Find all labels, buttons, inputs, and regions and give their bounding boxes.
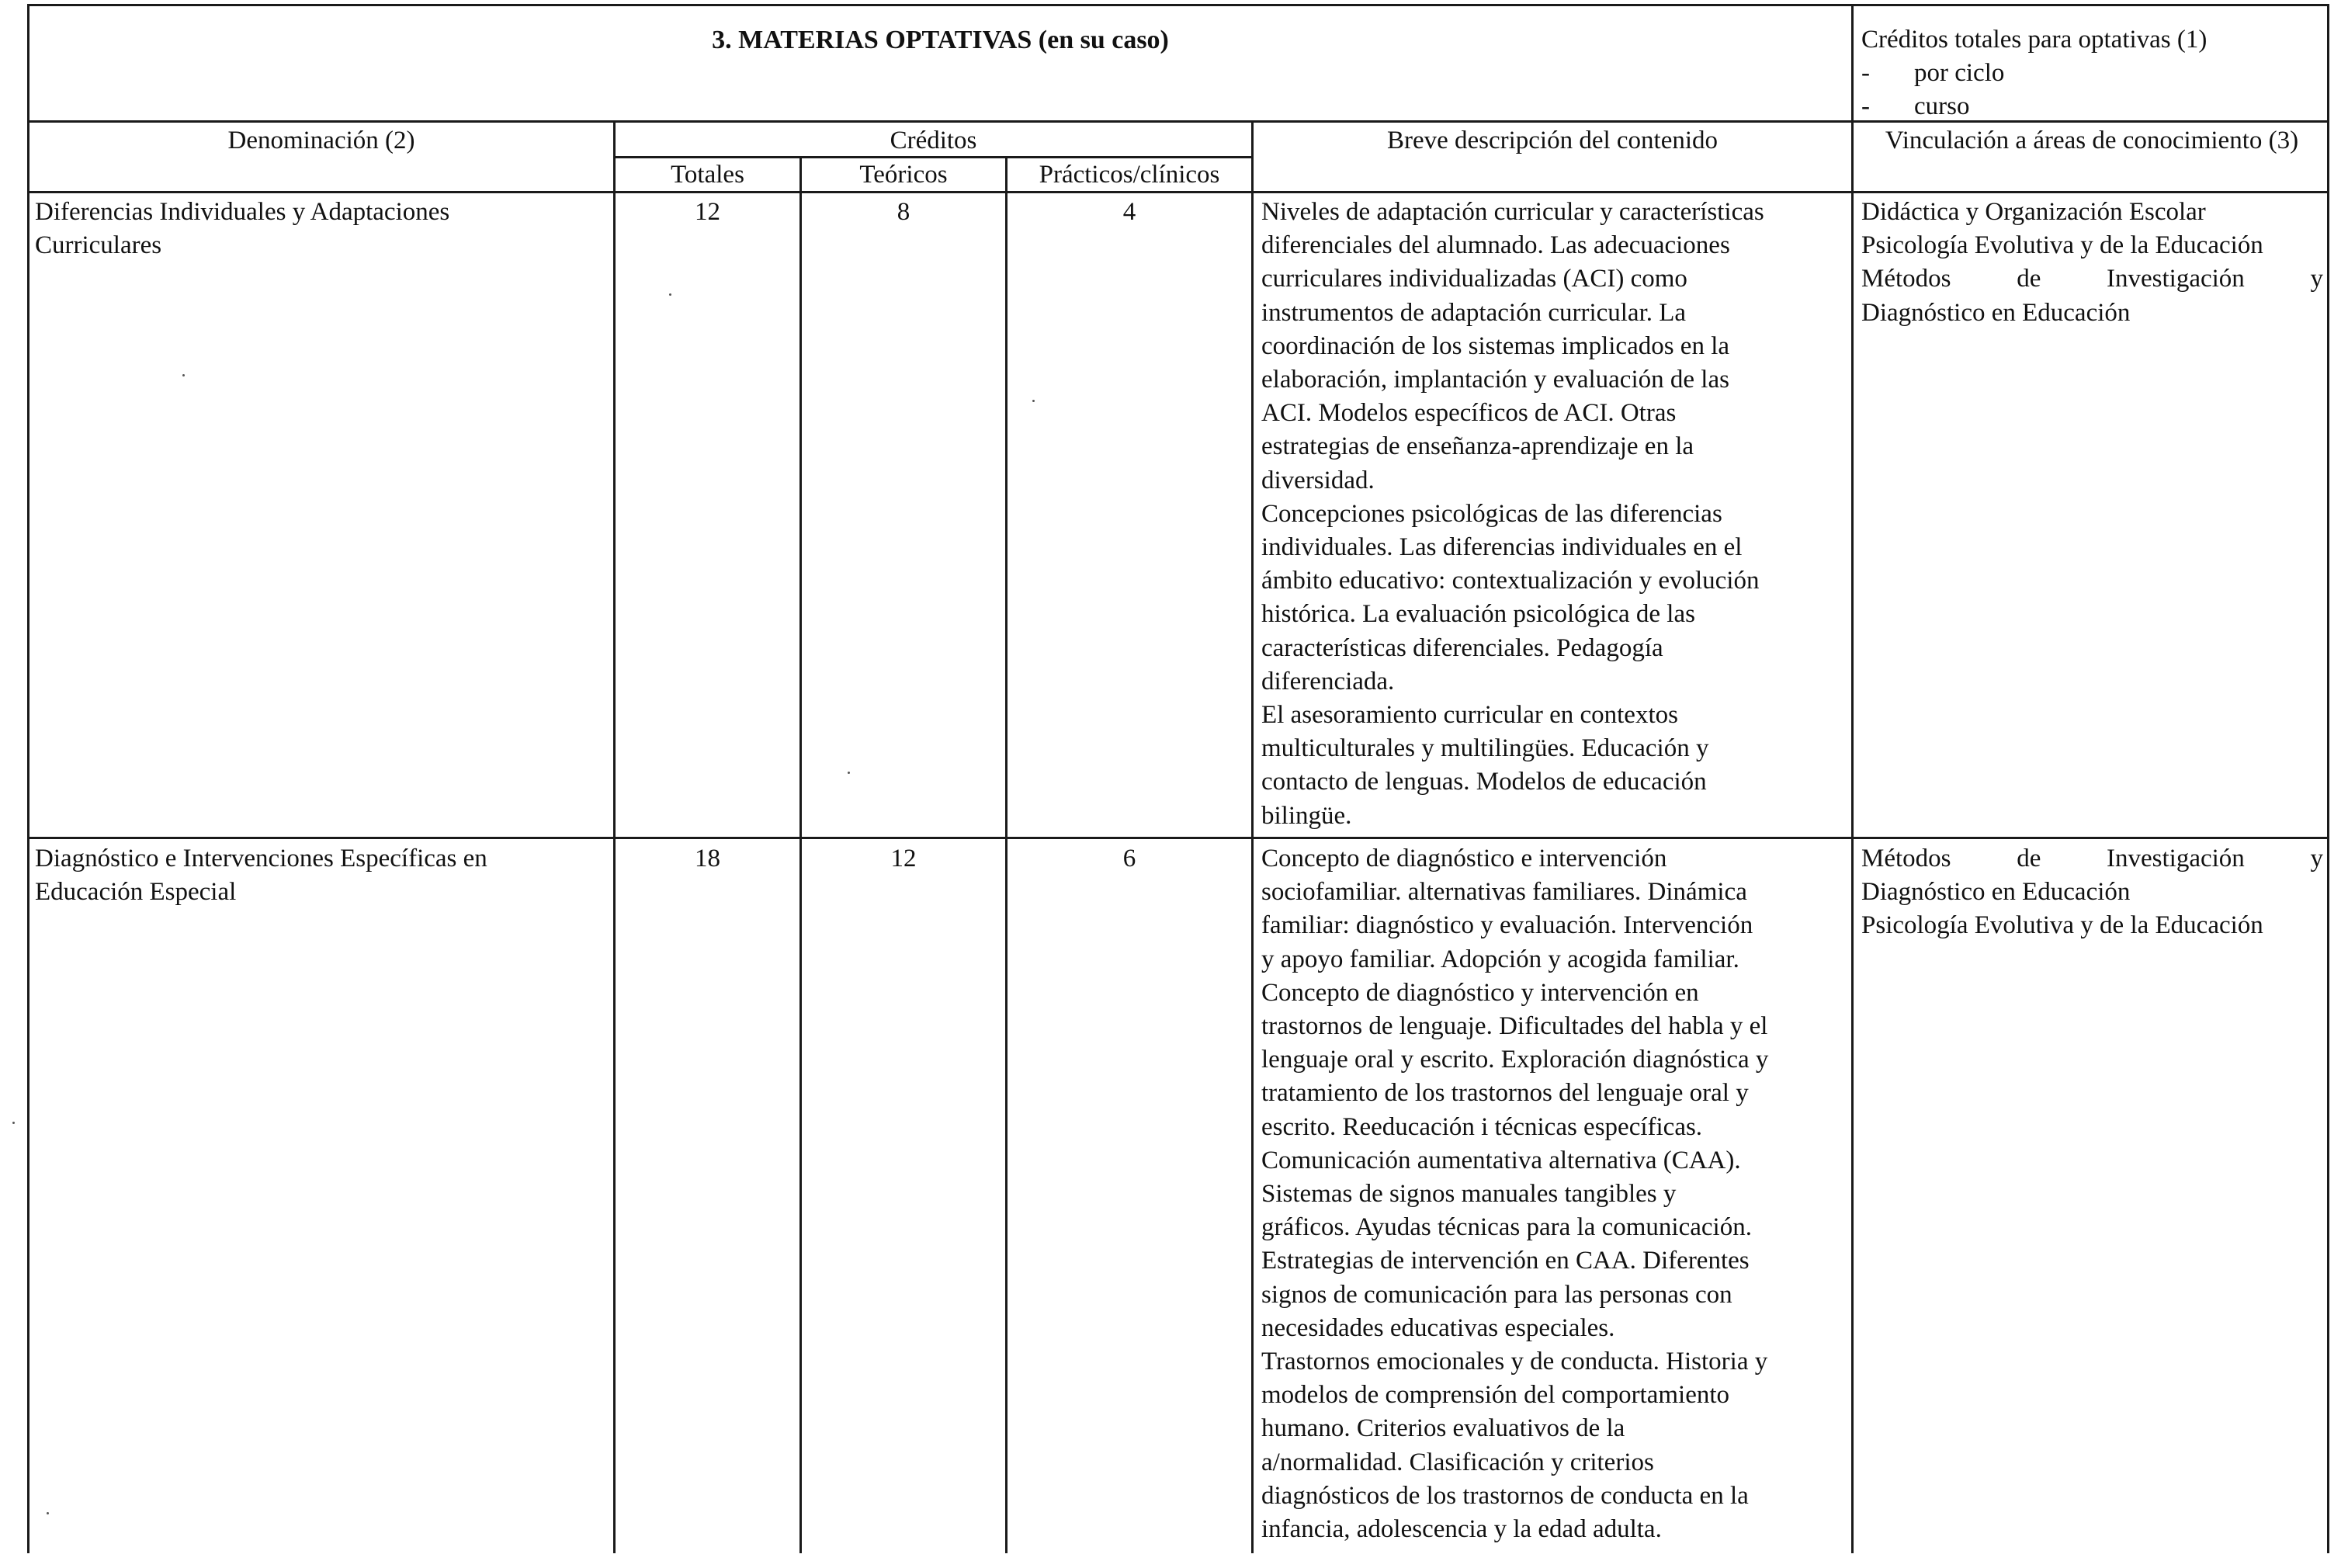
header-bottom-rule	[27, 120, 2329, 123]
credits-item-label: curso	[1914, 92, 1970, 120]
description-line: diagnósticos de los trastornos de conducta en la	[1261, 1481, 1749, 1510]
table-row-2-practicos: 6	[1122, 845, 1136, 872]
table-row-2-descripcion	[1261, 842, 1768, 1546]
border-left	[27, 4, 29, 1553]
area-line: Psicología Evolutiva y de la Educación	[1861, 231, 2263, 260]
description-line: gráficos. Ayudas técnicas para la comunicación.	[1261, 1213, 1752, 1242]
table-row-1-descripcion	[1261, 196, 1764, 833]
description-line: Concepto de diagnóstico e intervención	[1261, 845, 1667, 872]
description-line: Sistemas de signos manuales tangibles y	[1261, 1180, 1677, 1209]
table-row-1-denominacion: Diferencias Individuales y Adaptaciones Curriculares	[35, 198, 450, 260]
description-line: multiculturales y multilingües. Educación y	[1261, 734, 1709, 763]
description-line: curriculares individualizadas (ACI) como	[1261, 265, 1687, 293]
description-line: histórica. La evaluación psicológica de las	[1261, 600, 1695, 629]
table-row-2-teoricos: 12	[890, 845, 917, 872]
scan-speck	[848, 772, 850, 774]
description-line: Concepciones psicológicas de las diferencias	[1261, 499, 1722, 528]
credits-item-curso: - curso	[1861, 92, 1970, 120]
description-line: diferenciada.	[1261, 667, 1395, 696]
credits-item-label: por ciclo	[1914, 59, 2005, 87]
description-line: y apoyo familiar. Adopción y acogida familiar.	[1261, 945, 1739, 973]
divider-descripcion	[1851, 4, 1854, 1553]
border-top	[27, 4, 2329, 6]
description-line: necesidades educativas especiales.	[1261, 1313, 1615, 1342]
table-row-1-areas	[1861, 196, 2323, 330]
description-line: Niveles de adaptación curricular y características	[1261, 198, 1764, 226]
col-header-teoricos: Teóricos	[859, 161, 948, 189]
description-line: Comunicación aumentativa alternativa (CAA).	[1261, 1146, 1741, 1174]
table-row-2-denominacion: Diagnóstico e Intervenciones Específicas en Educación Especial	[35, 845, 487, 907]
col-header-creditos: Créditos	[890, 127, 977, 154]
description-line: ámbito educativo: contextualización y evolución	[1261, 567, 1760, 595]
description-line: tratamiento de los trastornos del lenguaje oral y	[1261, 1079, 1749, 1108]
area-line: Diagnóstico en Educación	[1861, 298, 2131, 327]
area-line: Psicología Evolutiva y de la Educación	[1861, 911, 2263, 940]
col-header-denominacion: Denominación (2)	[227, 127, 415, 154]
description-line: ACI. Modelos específicos de ACI. Otras	[1261, 399, 1677, 428]
description-line: estrategias de enseñanza-aprendizaje en la	[1261, 432, 1694, 461]
description-line: lenguaje oral y escrito. Exploración diagnóstica y	[1261, 1046, 1769, 1074]
scan-speck	[182, 374, 185, 376]
description-line: individuales. Las diferencias individuales en el	[1261, 533, 1743, 562]
area-line: Diagnóstico en Educación	[1861, 878, 2131, 907]
description-line: elaboración, implantación y evaluación de las	[1261, 366, 1729, 394]
scan-speck	[12, 1122, 15, 1124]
description-line: humano. Criterios evaluativos de la	[1261, 1414, 1625, 1443]
table-row-1-practicos: 4	[1122, 198, 1136, 226]
description-line: Estrategias de intervención en CAA. Diferentes	[1261, 1247, 1750, 1275]
credits-total-label: Créditos totales para optativas (1)	[1861, 26, 2208, 54]
description-line: diversidad.	[1261, 466, 1375, 494]
col-header-vinculacion: Vinculación a áreas de conocimiento (3)	[1885, 127, 2299, 154]
area-line: Métodos de Investigación y	[1861, 265, 2323, 293]
description-line: coordinación de los sistemas implicados en la	[1261, 331, 1730, 360]
description-line: bilingüe.	[1261, 801, 1352, 830]
table-row-2-areas	[1861, 842, 2323, 943]
description-line: trastornos de lenguaje. Dificultades del habla y el	[1261, 1012, 1768, 1041]
description-line: familiar: diagnóstico y evaluación. Intervención	[1261, 911, 1753, 940]
description-line: características diferenciales. Pedagogía	[1261, 633, 1663, 662]
border-right	[2327, 4, 2329, 1553]
table-row-2-totales: 18	[695, 845, 720, 872]
description-line: modelos de comprensión del comportamiento	[1261, 1381, 1730, 1410]
description-line: a/normalidad. Clasificación y criterios	[1261, 1448, 1654, 1476]
description-line: Trastornos emocionales y de conducta. Historia y	[1261, 1348, 1768, 1376]
scan-speck	[1032, 400, 1035, 402]
area-line: Didáctica y Organización Escolar	[1861, 198, 2206, 226]
col-header-totales: Totales	[671, 161, 744, 189]
description-line: sociofamiliar. alternativas familiares. Dinámica	[1261, 878, 1747, 907]
description-line: Concepto de diagnóstico y intervención en	[1261, 978, 1699, 1007]
col-header-practicos: Prácticos/clínicos	[1039, 161, 1220, 189]
description-line: escrito. Reeducación i técnicas específicas.	[1261, 1112, 1703, 1141]
scan-speck	[669, 293, 671, 296]
area-line: Métodos de Investigación y	[1861, 845, 2323, 872]
table-row-1-teoricos: 8	[897, 198, 910, 226]
description-line: signos de comunicación para las personas con	[1261, 1280, 1732, 1309]
table-row-1-totales: 12	[695, 198, 720, 226]
description-line: El asesoramiento curricular en contextos	[1261, 701, 1678, 730]
credits-item-por-ciclo: - por ciclo	[1861, 59, 2005, 87]
description-line: contacto de lenguas. Modelos de educación	[1261, 768, 1707, 796]
description-line: diferenciales del alumnado. Las adecuaciones	[1261, 231, 1730, 260]
description-line: infancia, adolescencia y la edad adulta.	[1261, 1515, 1662, 1544]
col-header-descripcion: Breve descripción del contenido	[1386, 127, 1719, 154]
scan-speck	[47, 1512, 49, 1514]
row-separator	[27, 837, 2329, 839]
description-line: instrumentos de adaptación curricular. La	[1261, 298, 1687, 327]
section-title: 3. MATERIAS OPTATIVAS (en su caso)	[712, 26, 1169, 54]
